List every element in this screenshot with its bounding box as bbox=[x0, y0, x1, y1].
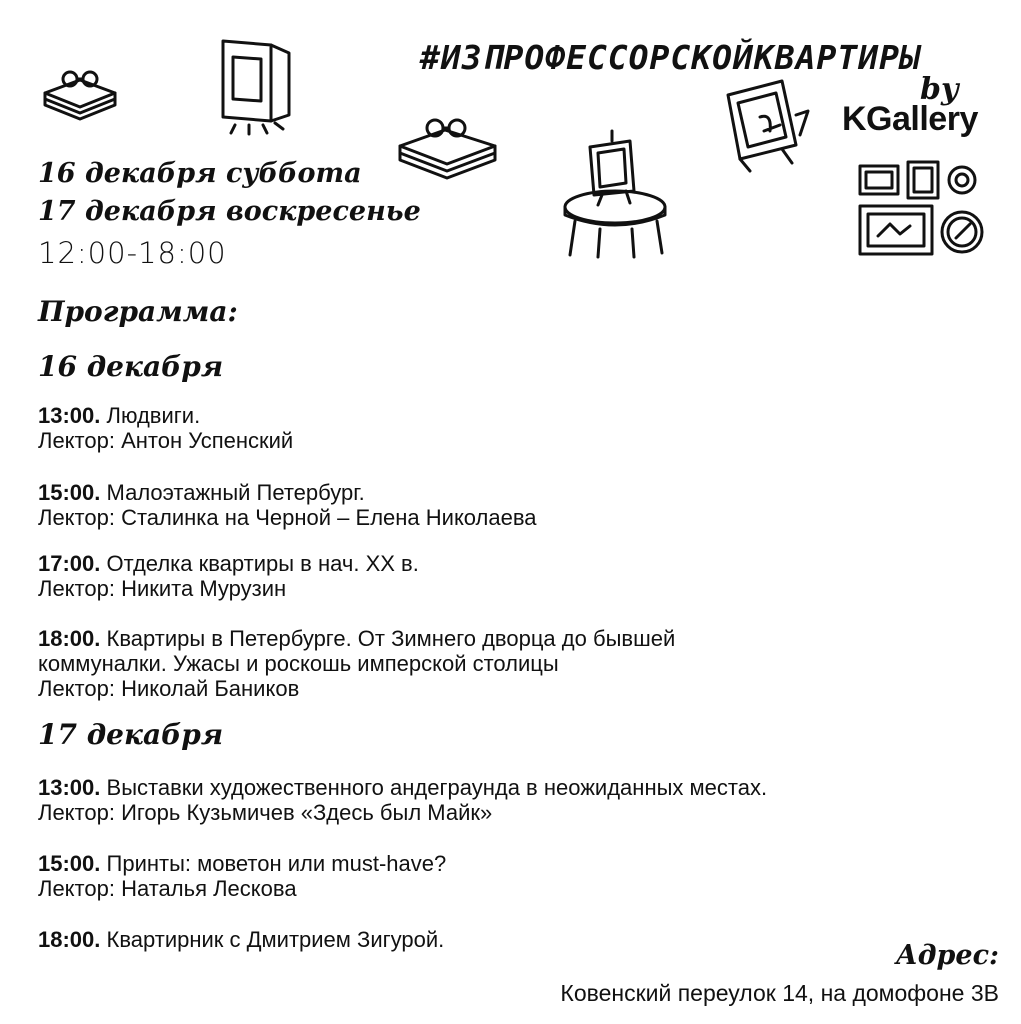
brand-logo-text: KGallery bbox=[842, 100, 978, 138]
books-with-glasses-icon bbox=[395, 108, 500, 183]
event-day2-1 bbox=[38, 775, 767, 825]
event-title: Людвиги. bbox=[106, 403, 201, 428]
day1-heading: 16 декабря bbox=[38, 350, 224, 383]
event-day1-1 bbox=[38, 403, 293, 453]
event-lecturer: Лектор: Антон Успенский bbox=[38, 428, 294, 453]
address-value: Ковенский переулок 14, на домофоне 3В bbox=[560, 980, 999, 1006]
event-time: 18:00. bbox=[38, 626, 101, 651]
event-time: 15:00. bbox=[38, 851, 101, 876]
open-window-icon bbox=[215, 35, 295, 135]
date-line-saturday: 16 декабря суббота bbox=[38, 158, 362, 189]
event-title-cont: коммуналки. Ужасы и роскошь имперской столицы bbox=[38, 651, 559, 676]
event-day2-2 bbox=[38, 851, 446, 901]
event-day1-3 bbox=[38, 551, 419, 601]
event-lecturer: Лектор: Игорь Кузьмичев «Здесь был Майк» bbox=[38, 800, 493, 825]
table-with-easel-icon bbox=[560, 125, 670, 260]
event-lecturer: Лектор: Наталья Лескова bbox=[38, 876, 297, 901]
program-heading: Программа: bbox=[38, 295, 238, 328]
event-title: Отделка квартиры в нач. XX в. bbox=[106, 551, 419, 576]
event-title: Квартирник с Дмитрием Зигурой. bbox=[106, 927, 445, 952]
event-time: 18:00. bbox=[38, 927, 101, 952]
event-time: 15:00. bbox=[38, 480, 101, 505]
hashtag-title: #ИЗПРОФЕССОРСКОЙКВАРТИРЫ bbox=[420, 38, 921, 77]
event-title: Принты: моветон или must-have? bbox=[106, 851, 447, 876]
event-lecturer: Лектор: Николай Баников bbox=[38, 676, 300, 701]
event-title: Квартиры в Петербурге. От Зимнего дворца до бывшей bbox=[106, 626, 676, 651]
event-lecturer: Лектор: Никита Мурузин bbox=[38, 576, 287, 601]
event-time: 13:00. bbox=[38, 403, 101, 428]
event-time: 17:00. bbox=[38, 551, 101, 576]
event-day1-2 bbox=[38, 480, 537, 530]
event-title: Малоэтажный Петербург. bbox=[106, 480, 365, 505]
framed-picture-icon bbox=[720, 75, 810, 175]
event-title: Выставки художественного андеграунда в неожиданных местах. bbox=[106, 775, 768, 800]
books-with-glasses-icon bbox=[40, 65, 120, 125]
event-day2-3 bbox=[38, 927, 444, 952]
event-lecturer: Лектор: Сталинка на Черной – Елена Николаева bbox=[38, 505, 537, 530]
address-label: Адрес: bbox=[895, 940, 999, 971]
by-label: by bbox=[920, 72, 959, 107]
event-day1-4 bbox=[38, 626, 675, 701]
time-range: 12:00-18:00 bbox=[38, 236, 227, 270]
day2-heading: 17 декабря bbox=[38, 718, 224, 751]
date-line-sunday: 17 декабря воскресенье bbox=[38, 196, 421, 227]
gallery-wall-icon bbox=[858, 160, 988, 260]
event-time: 13:00. bbox=[38, 775, 101, 800]
